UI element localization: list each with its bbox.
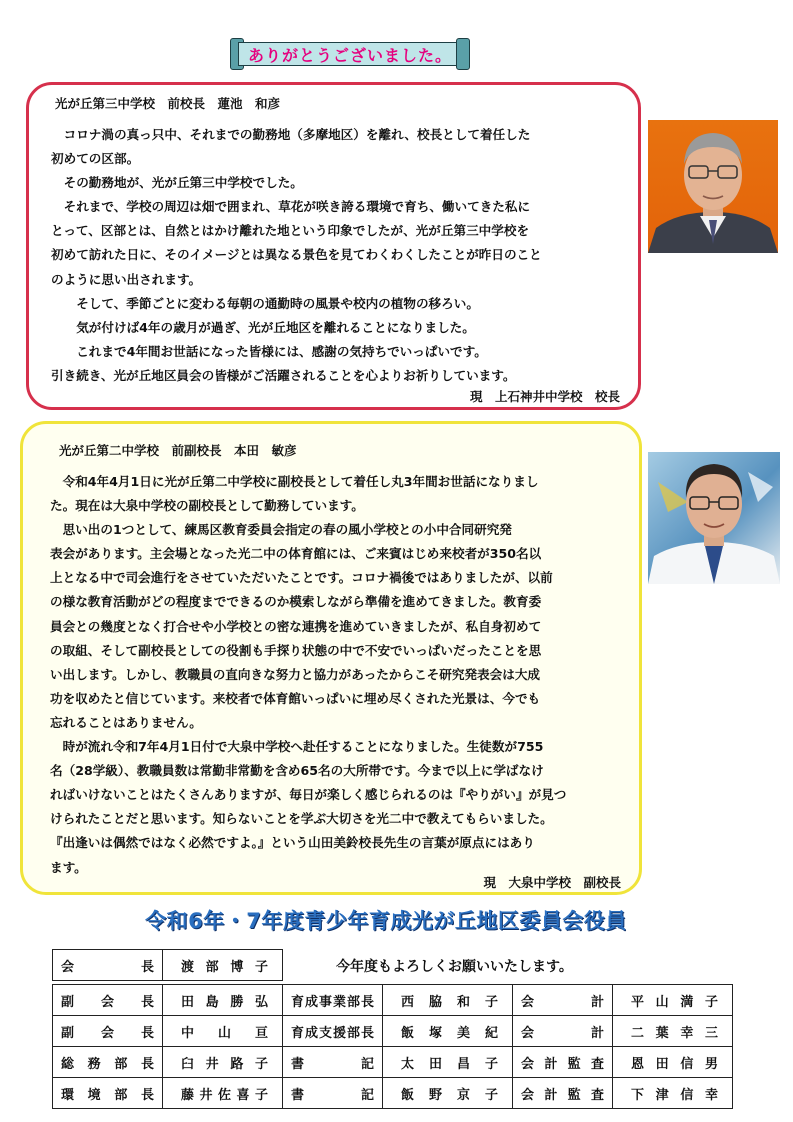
paragraph-line: 表会があります。主会場となった光二中の体育館には、ご来賓はじめ来校者が350名以 bbox=[50, 546, 542, 562]
table-row bbox=[53, 1078, 733, 1109]
paragraph-line: とって、区部とは、自然とはかけ離れた地という印象でしたが、光が丘第三中学校を bbox=[51, 223, 530, 239]
officer-name: 二葉幸三 bbox=[613, 1016, 733, 1047]
current-position: 現 上石神井中学校 校長 bbox=[469, 389, 620, 404]
portrait-man-glasses-icon bbox=[648, 120, 778, 253]
paragraph-line: の取組、そして副校長としての役割も手探り状態の中で不安でいっぱいだったことを思 bbox=[50, 642, 542, 658]
current-position: 現 大泉中学校 副校長 bbox=[483, 875, 621, 890]
paragraph-line: 員会との幾度となく打合せや小学校との密な連携を進めていきましたが、私自身初めて bbox=[50, 618, 542, 634]
paragraph-line: 功を収めたと信じています。来校者で体育館いっぱいに埋め尽くされた光景は、今でも bbox=[50, 690, 541, 706]
paragraph-line: 時が流れ令和7年4月1日付で大泉中学校へ赴任することになりました。生徒数が755 bbox=[50, 739, 544, 755]
paragraph-line: 名（28学級）、教職員数は常勤非常勤を含め65名の大所帯です。今まで以上に学ばなけ bbox=[50, 763, 544, 779]
paragraph-line: 初めて訪れた日に、そのイメージとは異なる景色を見てわくわくしたことが昨日のこと bbox=[51, 247, 542, 263]
officer-role: 総務部長 bbox=[53, 1047, 163, 1078]
officer-name: 飯塚美紀 bbox=[383, 1016, 513, 1047]
portrait-photo-vice-principal bbox=[648, 452, 780, 584]
officer-role: 副会長 bbox=[53, 1016, 163, 1047]
officers-title: 令和6年・7年度青少年育成光が丘地区委員会役員 bbox=[145, 909, 627, 933]
message-author: 光が丘第三中学校 前校長 蓮池 和彦 bbox=[55, 96, 281, 111]
greeting-text: 今年度もよろしくお願いいたします。 bbox=[336, 959, 573, 975]
paragraph-line: 令和4年4月1日に光が丘第二中学校に副校長として着任し丸3年間お世話になりまし bbox=[50, 474, 539, 489]
officer-role: 育成事業部長 bbox=[283, 985, 383, 1016]
scroll-right-end bbox=[456, 38, 470, 70]
paragraph-line: のように思い出されます。 bbox=[51, 271, 202, 287]
title-banner bbox=[230, 38, 470, 70]
paragraph-line: 『出逢いは偶然ではなく必然ですよ。』という山田美鈴校長先生の言葉が原点にはあり bbox=[50, 835, 535, 851]
paragraph-line: それまで、学校の周辺は畑で囲まれ、草花が咲き誇る環境で育ち、働いてきた私に bbox=[51, 199, 531, 215]
table-row bbox=[53, 1016, 733, 1047]
officer-name: 中山亘 bbox=[163, 1016, 283, 1047]
officer-name: 西脇和子 bbox=[383, 985, 513, 1016]
table-row bbox=[53, 985, 733, 1016]
officer-role: 環境部長 bbox=[53, 1078, 163, 1109]
paragraph-line: の様な教育活動がどの程度までできるのか模索しながら準備を進めてきました。教育委 bbox=[50, 594, 542, 610]
message-body bbox=[51, 123, 542, 388]
message-box-vice-principal bbox=[20, 421, 642, 895]
officer-name: 恩田信男 bbox=[613, 1047, 733, 1078]
paragraph-line: これまで4年間お世話になった皆様には、感謝の気持ちでいっぱいです。 bbox=[51, 343, 487, 359]
message-body bbox=[50, 470, 566, 880]
portrait-man-glasses-icon bbox=[648, 452, 780, 584]
portrait-photo-principal bbox=[648, 120, 778, 253]
paragraph-line: 思い出の1つとして、練馬区教育委員会指定の春の風小学校との小中合同研究発 bbox=[50, 522, 512, 538]
officer-role: 会計 bbox=[513, 1016, 613, 1047]
table-row bbox=[53, 950, 283, 981]
paragraph-line: コロナ渦の真っ只中、それまでの勤務地（多摩地区）を離れ、校長として着任した bbox=[51, 127, 531, 142]
paragraph-line: い出します。しかし、教職員の直向きな努力と協力があったからこそ研究発表会は大成 bbox=[50, 666, 541, 682]
officer-role: 育成支援部長 bbox=[283, 1016, 383, 1047]
banner-title: ありがとうございました。 bbox=[238, 42, 462, 66]
message-author: 光が丘第二中学校 前副校長 本田 敏彦 bbox=[59, 443, 297, 458]
officers-table bbox=[52, 984, 733, 1109]
officer-role: 書記 bbox=[283, 1047, 383, 1078]
paragraph-line: 上となる中で司会進行をさせていただいたことです。コロナ禍後ではありましたが、以前 bbox=[50, 570, 553, 586]
paragraph-line: 引き続き、光が丘地区員会の皆様がご活躍されることを心よりお祈りしています。 bbox=[51, 367, 516, 383]
officer-role: 会計監査 bbox=[513, 1047, 613, 1078]
paragraph-line: 気が付けば4年の歳月が過ぎ、光が丘地区を離れることになりました。 bbox=[51, 319, 475, 335]
officer-name: 田島勝弘 bbox=[163, 985, 283, 1016]
officer-role: 会長 bbox=[53, 950, 163, 981]
officer-role: 書記 bbox=[283, 1078, 383, 1109]
chair-table bbox=[52, 949, 283, 981]
officer-name: 太田昌子 bbox=[383, 1047, 513, 1078]
paragraph-line: けられたことだと思います。知らないことを学ぶ大切さを光二中で教えてもらいました。 bbox=[50, 811, 553, 827]
officer-name: 下津信幸 bbox=[613, 1078, 733, 1109]
officer-role: 会計監査 bbox=[513, 1078, 613, 1109]
paragraph-line: 初めての区部。 bbox=[51, 151, 140, 167]
officer-name: 藤井佐喜子 bbox=[163, 1078, 283, 1109]
paragraph-line: 忘れることはありません。 bbox=[50, 714, 202, 730]
paragraph-line: ればいけないことはたくさんありますが、毎日が楽しく感じられるのは『やりがい』が見つ bbox=[50, 787, 567, 803]
table-row bbox=[53, 1047, 733, 1078]
officer-name: 渡部博子 bbox=[163, 950, 283, 981]
paragraph-line: ます。 bbox=[50, 859, 87, 875]
officer-name: 平山満子 bbox=[613, 985, 733, 1016]
paragraph-line: そして、季節ごとに変わる毎朝の通勤時の風景や校内の植物の移ろい。 bbox=[51, 295, 479, 311]
officer-name: 飯野京子 bbox=[383, 1078, 513, 1109]
message-box-principal bbox=[26, 82, 641, 410]
paragraph-line: その勤務地が、光が丘第三中学校でした。 bbox=[51, 175, 303, 191]
officer-role: 副会長 bbox=[53, 985, 163, 1016]
officer-role: 会計 bbox=[513, 985, 613, 1016]
officer-name: 臼井路子 bbox=[163, 1047, 283, 1078]
paragraph-line: た。現在は大泉中学校の副校長として勤務しています。 bbox=[50, 498, 364, 514]
